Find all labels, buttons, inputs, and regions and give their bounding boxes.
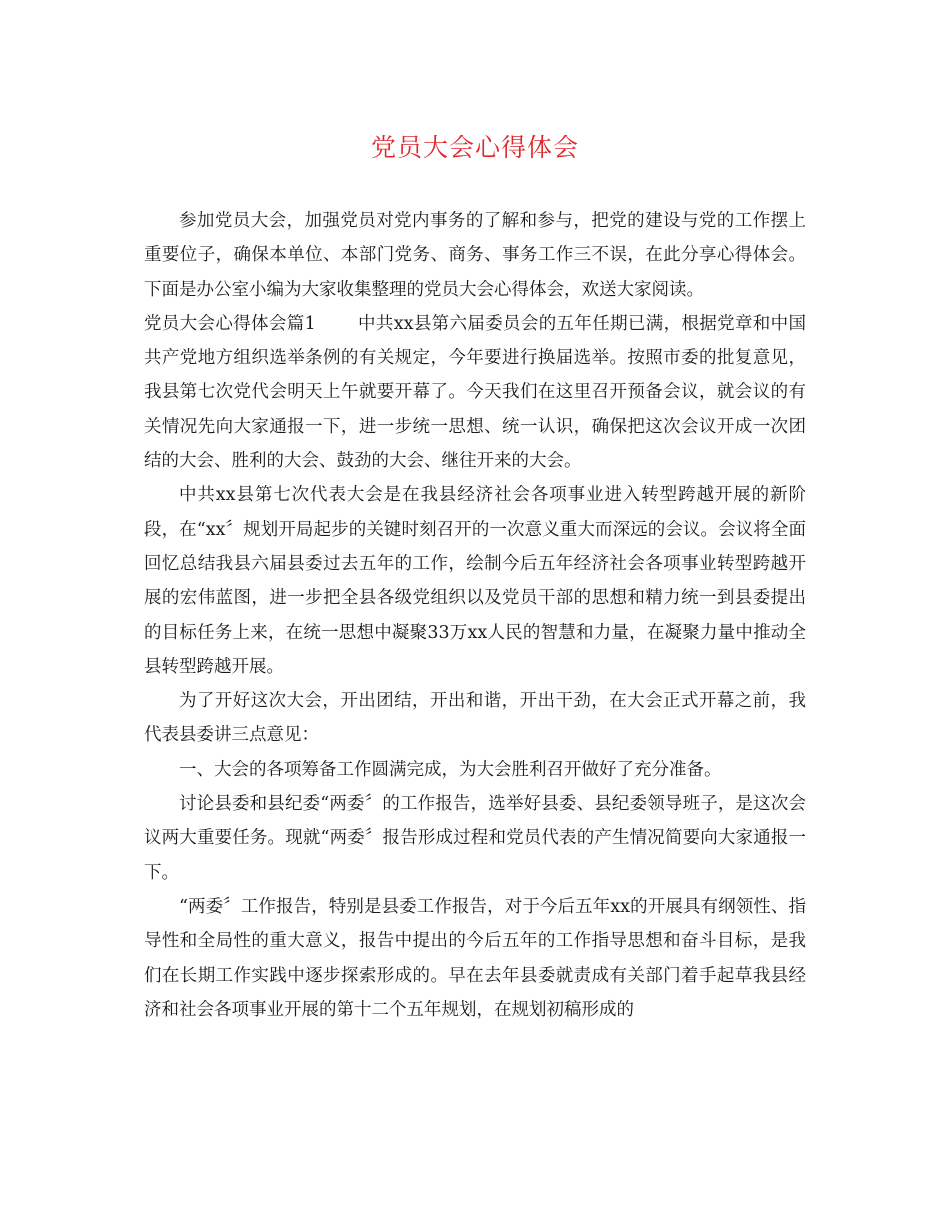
body-paragraph: 中共xx县第七次代表大会是在我县经济社会各项事业进入转型跨越开展的新阶段，在“xx〞规划开局起步的关键时刻召开的一次意义重大而深远的会议。会议将全面回忆总结我县六届县委过去五年的工作，绘制今后五年经济社会各项事业转型跨越开展的宏伟蓝图，进一步把全县各级党组织以及党员干部的思想和精力统一到县委提出的目标任务上来，在统一思想中凝聚33万xx人民的智慧和力量，在凝聚力量中推动全县转型跨越开展。 [144,485,806,677]
section-first-text: 中共xx县第六届委员会的五年任期已满，根据党章和中国共产党地方组织选举条例的有关规定，今年要进行换届选举。按照市委的批复意见，我县第七次党代会明天上午就要开幕了。今天我们在这里召开预备会议，就会议的有关情况先向大家通报一下，进一步统一思想、统一认识，确保把这次会议开成一次团结的大会、胜利的大会、鼓劲的大会、继往开来的大会。 [144,313,806,472]
body-paragraph: 为了开好这次大会，开出团结，开出和谐，开出干劲，在大会正式开幕之前，我代表县委讲三点意见： [144,691,806,746]
body-paragraph: 一、大会的各项筹备工作圆满完成，为大会胜利召开做好了充分准备。 [179,759,722,780]
intro-paragraph: 参加党员大会，加强党员对党内事务的了解和参与，把党的建设与党的工作摆上重要位子，确保本单位、本部门党务、商务、事务工作三不误，在此分享心得体会。下面是办公室小编为大家收集整理的党员大会心得体会，欢送大家阅读。 [144,211,806,300]
section-label: 党员大会心得体会篇1 [144,313,316,334]
body-paragraph: “两委〞工作报告，特别是县委工作报告，对于今后五年xx的开展具有纲领性、指导性和全局性的重大意义，报告中提出的今后五年的工作指导思想和奋斗目标，是我们在长期工作实践中逐步探索形成的。早在去年县委就责成有关部门着手起草我县经济和社会各项事业开展的第十二个五年规划，在规划初稿形成的 [144,896,806,1020]
section-paragraph [144,307,806,478]
document-title: 党员大会心得体会 [370,133,579,162]
document-body [144,204,806,1027]
body-paragraph: 讨论县委和县纪委“两委〞的工作报告，选举好县委、县纪委领导班子，是这次会议两大重要任务。现就“两委〞报告形成过程和党员代表的产生情况简要向大家通报一下。 [144,794,806,883]
